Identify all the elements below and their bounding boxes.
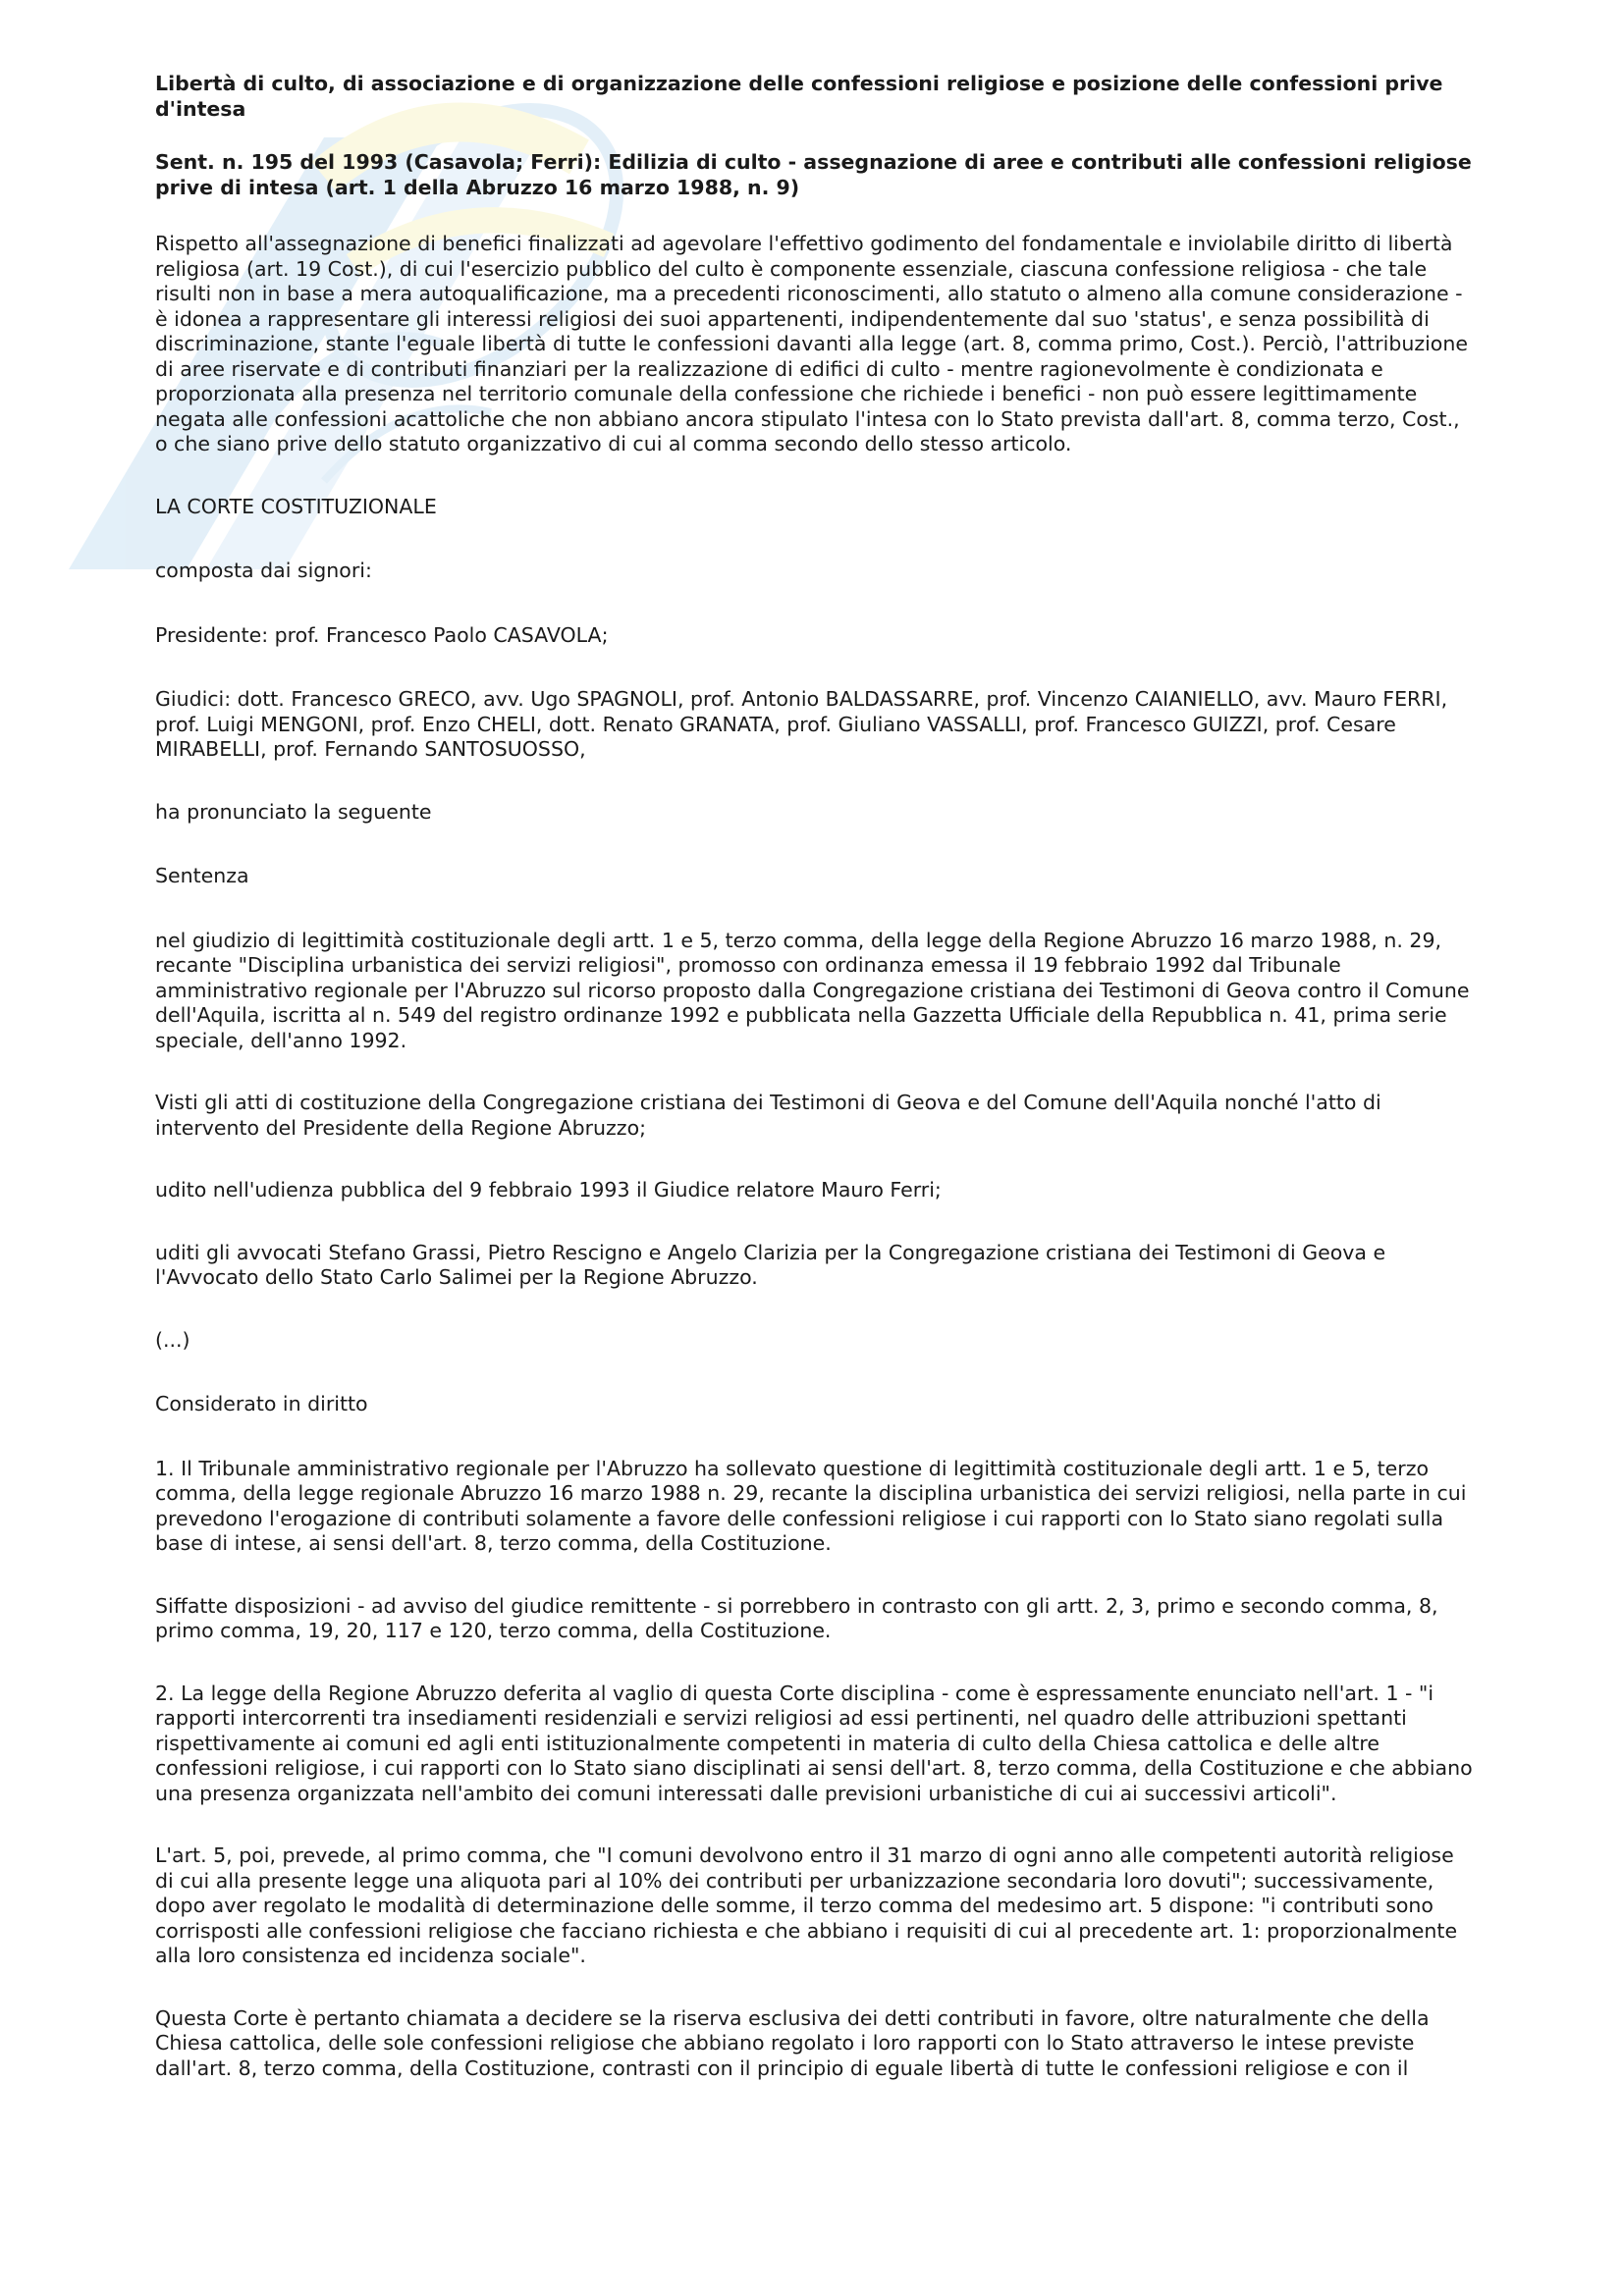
lawyers-paragraph: uditi gli avvocati Stefano Grassi, Pietro Rescigno e Angelo Clarizia per la Congregazione cristiana dei Testimoni di Geova e l'Avvocato dello Stato Carlo Salimei per la Regione Abruzzo. (155, 1240, 1386, 1289)
document-subtitle: Sent. n. 195 del 1993 (Casavola; Ferri): Edilizia di culto - assegnazione di aree e contributi alle confessioni religiose prive di intesa (art. 1 della Abruzzo 16 marzo 1988, n. 9) (155, 150, 1472, 199)
document-page (155, 71, 1473, 2118)
provisions-paragraph: Siffatte disposizioni - ad avviso del giudice remittente - si porrebbero in contrasto con gli artt. 2, 3, primo e secondo comma, 8, primo comma, 19, 20, 117 e 120, terzo comma, della Costituzione. (155, 1593, 1438, 1642)
summary-paragraph: Rispetto all'assegnazione di benefici finalizzati ad agevolare l'effettivo godimento del fondamentale e inviolabile diritto di libertà religiosa (art. 19 Cost.), di cui l'esercizio pubblico del culto è componente essenziale, ciascuna confessione religiosa - che tale risulti non in base a mera autoqualificazione, ma a precedenti riconoscimenti, allo statuto o almeno alla comune considerazione - è idonea a rappresentare gli interessi religiosi dei suoi appartenenti, indipendentemente dal suo 'status', e senza possibilità di discriminazione, stante l'eguale libertà di tutte le confessioni davanti alla legge (art. 8, comma primo, Cost.). Perciò, l'attribuzione di aree riservate e di contributi finanziari per la realizzazione di edifici di culto - mentre ragionevolmente è condizionata e proporzionata alla presenza nel territorio comunale della confessione che richiede i benefici - non può essere legittimamente negata alle confessioni acattoliche che non abbiano ancora stipulato l'intesa con lo Stato prevista dall'art. 8, comma terzo, Cost., o che siano prive dello statuto organizzativo di cui al comma secondo dello stesso articolo. (155, 232, 1468, 455)
acts-paragraph: Visti gli atti di costituzione della Congregazione cristiana dei Testimoni di Geova e del Comune dell'Aquila nonché l'atto di intervento del Presidente della Regione Abruzzo; (155, 1091, 1381, 1140)
court-heading: LA CORTE COSTITUZIONALE (155, 494, 437, 518)
point-2-paragraph: 2. La legge della Regione Abruzzo deferita al vaglio di questa Corte disciplina - come è espressamente enunciato nell'art. 1 - "i rapporti intercorrenti tra insediamenti residenziali e servizi religiosi ad essi pertinenti, nel quadro delle attribuzioni spettanti rispettivamente ai comuni ed agli enti istituzionalmente competenti in materia di culto della Chiesa cattolica e delle altre confessioni religiose, i cui rapporti con lo Stato siano disciplinati ai sensi dell'art. 8, terzo comma, della Costituzione e che abbiano una presenza organizzata nell'ambito dei comuni interessati dalle previsioni urbanistiche di cui ai successivi articoli". (155, 1681, 1473, 1805)
judges-list: Giudici: dott. Francesco GRECO, avv. Ugo SPAGNOLI, prof. Antonio BALDASSARRE, prof. Vincenzo CAIANIELLO, avv. Mauro FERRI, prof. Luigi MENGONI, prof. Enzo CHELI, dott. Renato GRANATA, prof. Giuliano VASSALLI, prof. Francesco GUIZZI, prof. Cesare MIRABELLI, prof. Fernando SANTOSUOSSO, (155, 687, 1448, 761)
art-5-paragraph: L'art. 5, poi, prevede, al primo comma, che "I comuni devolvono entro il 31 marzo di ogni anno alle competenti autorità religiose di cui alla presente legge una aliquota pari al 10% dei contributi per urbanizzazione secondaria loro dovuti"; successivamente, dopo aver regolato le modalità di determinazione delle somme, il terzo comma del medesimo art. 5 dispone: "i contributi sono corrisposti alle confessioni religiose che facciano richiesta e che abbiano i requisiti di cui al precedente art. 1: proporzionalmente alla loro consistenza ed incidenza sociale". (155, 1843, 1458, 1967)
ellipsis-line: (...) (155, 1327, 190, 1352)
judgment-paragraph: nel giudizio di legittimità costituzionale degli artt. 1 e 5, terzo comma, della legge della Regione Abruzzo 16 marzo 1988, n. 29, recante "Disciplina urbanistica dei servizi religiosi", promosso con ordinanza emessa il 19 febbraio 1992 dal Tribunale amministrativo regionale per l'Abruzzo sul ricorso proposto dalla Congregazione cristiana dei Testimoni di Geova contro il Comune dell'Aquila, iscritta al n. 549 del registro ordinanze 1992 e pubblicata nella Gazzetta Ufficiale della Repubblica n. 41, prima serie speciale, dell'anno 1992. (155, 928, 1470, 1052)
pronouncement-line: ha pronunciato la seguente (155, 799, 432, 824)
point-1-paragraph: 1. Il Tribunale amministrativo regionale per l'Abruzzo ha sollevato questione di legittimità costituzionale degli artt. 1 e 5, terzo comma, della legge regionale Abruzzo 16 marzo 1988 n. 29, recante la disciplina urbanistica dei servizi religiosi, nella parte in cui prevedono l'erogazione di contributi solamente a favore delle confessioni religiose i cui rapporti con lo Stato siano regolati sulla base di intese, ai sensi dell'art. 8, terzo comma, della Costituzione. (155, 1456, 1467, 1555)
president-line: Presidente: prof. Francesco Paolo CASAVOLA; (155, 622, 609, 647)
document-title: Libertà di culto, di associazione e di organizzazione delle confessioni religiose e posizione delle confessioni prive d'intesa (155, 72, 1443, 121)
sentence-label: Sentenza (155, 864, 249, 887)
section-heading-diritto: Considerato in diritto (155, 1392, 368, 1415)
hearing-paragraph: udito nell'udienza pubblica del 9 febbraio 1993 il Giudice relatore Mauro Ferri; (155, 1178, 942, 1201)
question-paragraph: Questa Corte è pertanto chiamata a decidere se la riserva esclusiva dei detti contributi in favore, oltre naturalmente che della Chiesa cattolica, delle sole confessioni religiose che abbiano regolato i loro rapporti con lo Stato attraverso le intese previste dall'art. 8, terzo comma, della Costituzione, contrasti con il principio di eguale libertà di tutte le confessioni religiose e con il (155, 2005, 1430, 2080)
composition-label: composta dai signori: (155, 559, 372, 582)
